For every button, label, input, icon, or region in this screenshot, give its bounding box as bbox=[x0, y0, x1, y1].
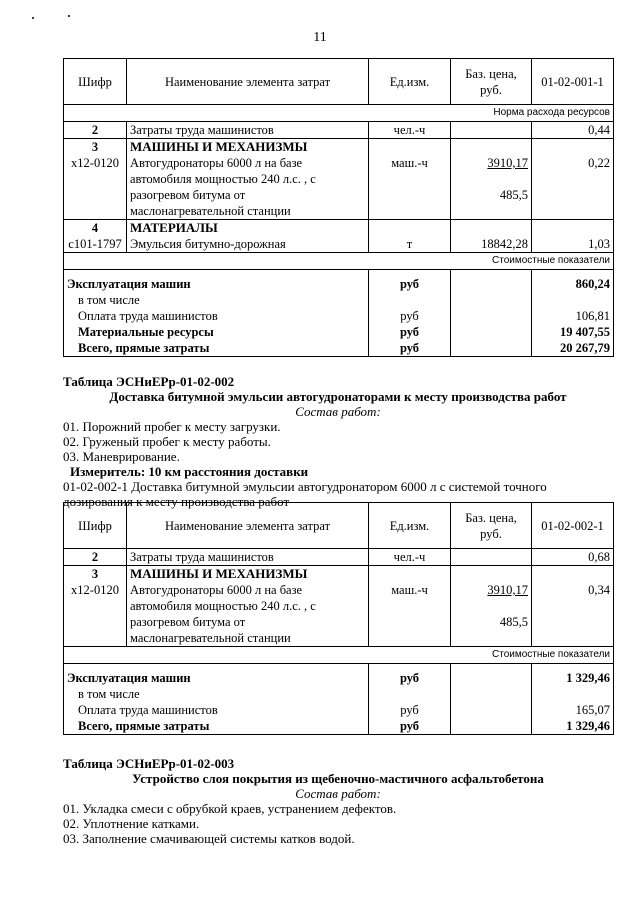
col-rate-code: 01-02-001-1 bbox=[532, 59, 614, 105]
table-row: 4 с101-1797 МАТЕРИАЛЫ Эмульсия битумно-дорожная т 18842,28 1,03 bbox=[64, 220, 614, 253]
work-step: 01. Порожний пробег к месту загрузки. bbox=[63, 419, 281, 434]
cost-label-row: Стоимостные показатели bbox=[64, 253, 614, 270]
section-2-desc: дозирования к месту производства работ bbox=[63, 494, 290, 509]
work-step: 02. Уплотнение катками. bbox=[63, 816, 200, 831]
table-header bbox=[64, 59, 614, 105]
section-2-meter: Измеритель: 10 км расстояния доставки bbox=[70, 464, 309, 479]
table-row: 2 Затраты труда машинистов чел.-ч 0,68 bbox=[64, 549, 614, 566]
table-row: 2 Затраты труда машинистов чел.-ч 0,44 bbox=[64, 122, 614, 139]
section-3-heading: Таблица ЭСНиЕРр-01-02-003 bbox=[63, 756, 235, 771]
section-2-composition: Состав работ: bbox=[295, 404, 381, 419]
section-3-composition: Состав работ: bbox=[295, 786, 381, 801]
cost-row: Материальные ресурсы руб 19 407,55 bbox=[64, 324, 614, 340]
cost-row: Оплата труда машинистов руб 165,07 bbox=[64, 702, 614, 718]
work-step: 01. Укладка смеси с обрубкой краев, устранением дефектов. bbox=[63, 801, 397, 816]
col-code: Шифр bbox=[64, 59, 127, 105]
cost-row: Оплата труда машинистов руб 106,81 bbox=[64, 308, 614, 324]
col-unit: Ед.изм. bbox=[369, 59, 451, 105]
section-2-heading: Таблица ЭСНиЕРр-01-02-002 bbox=[63, 374, 235, 389]
section-2-title: Доставка битумной эмульсии автогудронаторами к месту производства работ bbox=[109, 389, 567, 404]
work-step: 03. Маневрирование. bbox=[63, 449, 180, 464]
section-3-title: Устройство слоя покрытия из щебеночно-мастичного асфальтобетона bbox=[132, 771, 544, 786]
cost-row: в том числе bbox=[64, 686, 614, 702]
section-2-desc: 01-02-002-1 Доставка битумной эмульсии автогудронатором 6000 л с системой точного bbox=[63, 479, 547, 494]
cost-row: Эксплуатация машин руб 860,24 bbox=[64, 276, 614, 292]
norm-label: Норма расхода ресурсов bbox=[64, 105, 614, 122]
table-row: 3 х12-0120 МАШИНЫ И МЕХАНИЗМЫ Автогудронаторы 6000 л на базе автомобиля мощностью 240 л.с. , с разогревом битума от маслонагревательной станции маш.-ч 3910,17 485,5 0,22 bbox=[64, 139, 614, 220]
cost-row: Эксплуатация машин руб 1 329,46 bbox=[64, 670, 614, 686]
col-rate-code: 01-02-002-1 bbox=[532, 503, 614, 549]
work-step: 03. Заполнение смачивающей системы катков водой. bbox=[63, 831, 355, 846]
norm-row bbox=[64, 105, 614, 122]
cost-row: Всего, прямые затраты руб 20 267,79 bbox=[64, 340, 614, 357]
page-number: 11 bbox=[313, 30, 327, 45]
col-price: Баз. цена, руб. bbox=[451, 59, 532, 105]
scan-speck bbox=[68, 15, 70, 17]
cost-row: в том числе bbox=[64, 292, 614, 308]
resource-table-1 bbox=[63, 58, 614, 357]
resource-table-2 bbox=[63, 502, 614, 735]
table-header: Шифр Наименование элемента затрат Ед.изм. Баз. цена, руб. 01-02-002-1 bbox=[64, 503, 614, 549]
col-name: Наименование элемента затрат bbox=[127, 59, 369, 105]
table-row: 3 х12-0120 МАШИНЫ И МЕХАНИЗМЫ Автогудронаторы 6000 л на базе автомобиля мощностью 240 л.с. , с разогревом битума от маслонагревательной станции маш.-ч 3910,17 485,5 0,34 bbox=[64, 566, 614, 647]
work-step: 02. Груженый пробег к месту работы. bbox=[63, 434, 271, 449]
cost-row: Всего, прямые затраты руб 1 329,46 bbox=[64, 718, 614, 735]
scan-speck bbox=[32, 17, 34, 19]
cost-label-row: Стоимостные показатели bbox=[64, 647, 614, 664]
